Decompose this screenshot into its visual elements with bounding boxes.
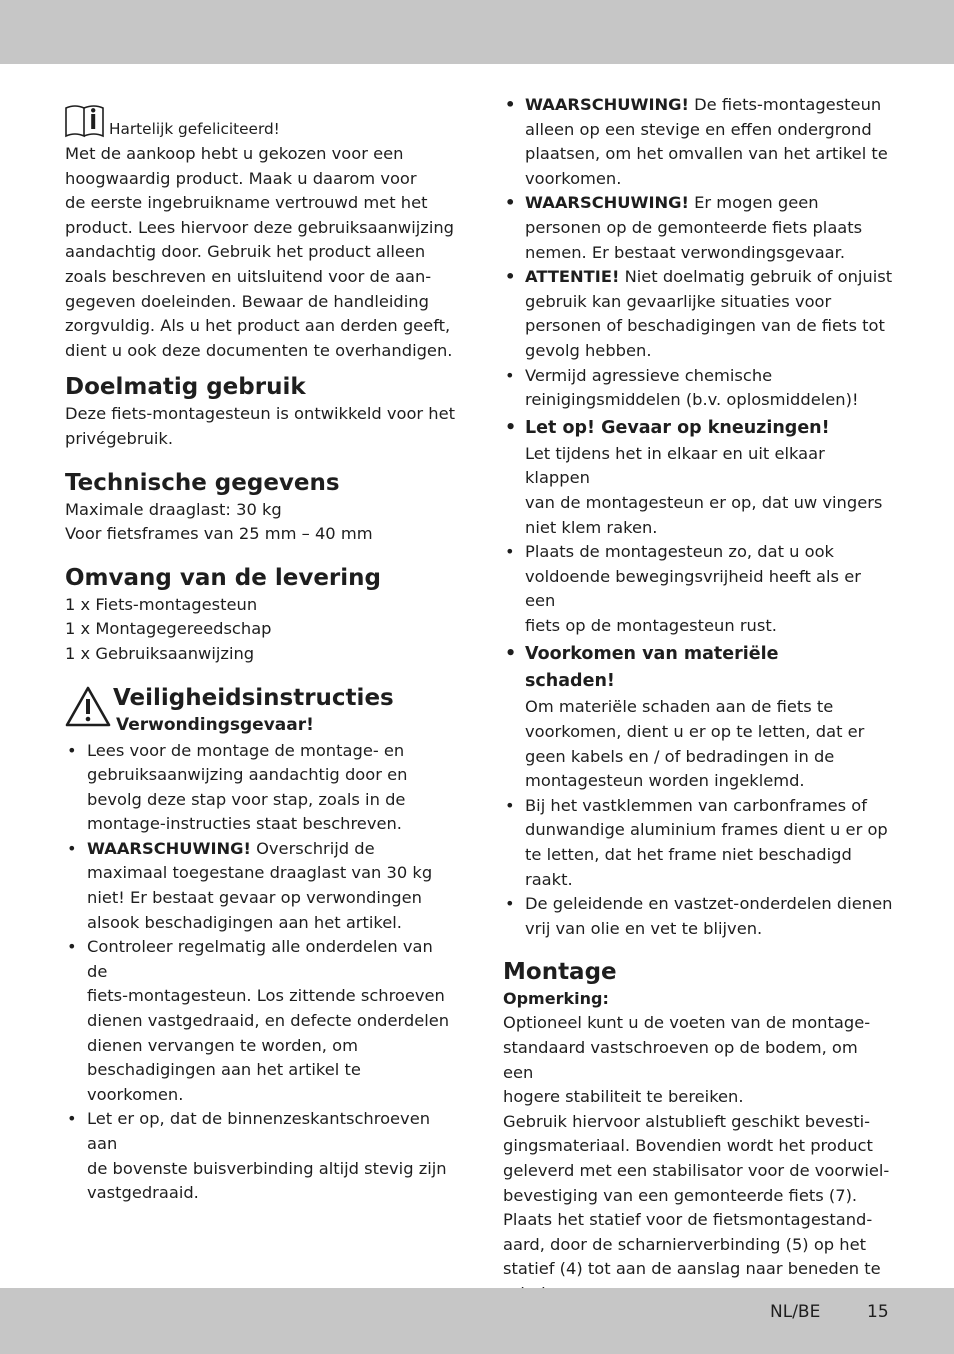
assembly-line: standaard vastschroeven op de bodem, om een <box>503 1038 858 1082</box>
delivery-item: 1 x Fiets-montagesteun <box>65 594 258 614</box>
bullet-line: Vermijd agressieve chemische <box>525 365 773 385</box>
assembly-heading: Montage <box>503 959 617 986</box>
bullet-line: beschadigingen aan het artikel te voorkomen. <box>87 1060 361 1104</box>
bullet-line: gebruik kan gevaarlijke situaties voor <box>525 291 832 311</box>
bullet-line: nemen. Er bestaat verwondingsgevaar. <box>525 242 846 262</box>
assembly-line: aard, door de scharnierverbinding (5) op het <box>503 1234 867 1254</box>
bullet-line: alleen op een stevige en effen ondergrond <box>525 119 872 139</box>
list-item <box>65 837 457 935</box>
attention-keyword: ATTENTIE! <box>525 267 620 287</box>
intro-line: aandachtig door. Gebruik het product alleen <box>65 242 426 262</box>
bullet-line: voorkomen. <box>525 168 622 188</box>
list-item <box>503 265 893 363</box>
technical-line: Maximale draaglast: 30 kg <box>65 499 282 519</box>
bullet-line: fiets-montagesteun. Los zittende schroeven <box>87 986 445 1006</box>
bullet-line: voorkomen, dient u er op te letten, dat er <box>525 722 865 742</box>
bullet-line: maximaal toegestane draaglast van 30 kg <box>87 863 433 883</box>
bullet-dot: • <box>67 1109 77 1129</box>
bullet-line <box>525 191 893 216</box>
bullet-dot: • <box>505 365 515 385</box>
bullet-line: geen kabels en / of bedradingen in de <box>525 746 835 766</box>
intro-line: dient u ook deze documenten te overhandigen. <box>65 340 453 360</box>
bullet-line <box>525 265 893 290</box>
bullet-text: Overschrijd de <box>250 838 375 858</box>
bullet-text: Niet doelmatig gebruik of onjuist <box>619 267 893 287</box>
assembly-text <box>503 1011 893 1306</box>
intro-line: zorgvuldig. Als u het product aan derden geeft, <box>65 316 451 336</box>
bullet-line: Let tijdens het in elkaar en uit elkaar klappen <box>525 443 825 488</box>
list-item <box>65 1107 457 1205</box>
technical-heading: Technische gegevens <box>65 469 340 496</box>
warning-keyword: WAARSCHUWING! <box>87 838 251 858</box>
bullet-dot: • <box>505 417 517 438</box>
list-item <box>503 93 893 191</box>
bullet-line: niet klem raken. <box>525 517 658 537</box>
list-item <box>503 641 893 793</box>
bullet-line: montage-instructies staat beschreven. <box>87 814 402 834</box>
bullet-dot: • <box>505 644 517 665</box>
bullet-line: dunwandige aluminium frames dient u er op <box>525 820 888 840</box>
warning-triangle-icon <box>65 683 113 731</box>
bullet-line: dienen vervangen te worden, om <box>87 1035 358 1055</box>
page-number: 15 <box>867 1302 889 1322</box>
assembly-line: Gebruik hiervoor alstublieft geschikt bevesti- <box>503 1111 871 1131</box>
bullet-line: te letten, dat het frame niet beschadigd raakt. <box>525 845 852 889</box>
bullet-line: personen of beschadigingen van de fiets tot <box>525 316 885 336</box>
bullet-line: De geleidende en vastzet-onderdelen dienen <box>525 894 893 914</box>
bullet-dot: • <box>505 95 516 114</box>
intended-use-line: Deze fiets-montagesteun is ontwikkeld voor het <box>65 404 456 424</box>
intro-greeting-line <box>65 104 457 142</box>
bullet-line: van de montagesteun er op, dat uw vingers <box>525 492 883 512</box>
bullet-dot: • <box>505 542 515 562</box>
intro-line: de eerste ingebruikname vertrouwd met het <box>65 193 428 213</box>
list-item <box>503 191 893 265</box>
left-column <box>65 104 457 1206</box>
list-item <box>503 892 893 941</box>
safety-header <box>65 683 457 737</box>
assembly-line: bevestiging van een gemonteerde fiets (7). <box>503 1185 858 1205</box>
intro-greeting: Hartelijk gefeliciteerd! <box>109 120 280 139</box>
bullet-text: Er mogen geen <box>688 193 819 213</box>
bullet-line: vastgedraaid. <box>87 1183 199 1203</box>
bullet-line: niet! Er bestaat gevaar op verwondingen <box>87 888 422 908</box>
list-item <box>65 935 457 1107</box>
bullet-line: Let er op, dat de binnenzeskantschroeven aan <box>87 1109 431 1153</box>
bullet-dot: • <box>67 937 77 957</box>
bullet-dot: • <box>67 838 77 858</box>
bullet-line: personen op de gemonteerde fiets plaats <box>525 217 863 237</box>
info-book-icon <box>65 104 109 142</box>
safety-bullet-list <box>65 739 457 1206</box>
bullet-line: voldoende bewegingsvrijheid heeft als er een <box>525 566 861 611</box>
bullet-line: plaatsen, om het omvallen van het artikel te <box>525 144 888 164</box>
bullet-line: Plaats de montagesteun zo, dat u ook <box>525 542 834 562</box>
bullet-line: gebruiksaanwijzing aandachtig door en <box>87 765 408 785</box>
assembly-line: geleverd met een stabilisator voor de voorwiel- <box>503 1160 890 1180</box>
bullet-line: Lees voor de montage de montage- en <box>87 740 405 760</box>
bullet-line <box>525 93 893 118</box>
technical-line: Voor fietsframes van 25 mm – 40 mm <box>65 524 373 544</box>
bullet-dot: • <box>505 795 515 815</box>
delivery-heading: Omvang van de levering <box>65 564 381 591</box>
list-item <box>503 364 893 413</box>
bullet-line: vrij van olie en vet te blijven. <box>525 918 763 938</box>
warning-keyword: WAARSCHUWING! <box>525 95 689 114</box>
bullet-dot: • <box>505 267 516 287</box>
delivery-item: 1 x Gebruiksaanwijzing <box>65 643 255 663</box>
footer-region-code: NL/BE <box>770 1302 821 1322</box>
note-label: Opmerking: <box>503 989 609 1009</box>
list-item <box>503 540 893 638</box>
list-item <box>65 739 457 837</box>
assembly-line: hogere stabiliteit te bereiken. <box>503 1087 744 1107</box>
delivery-list <box>65 593 457 667</box>
list-item <box>503 415 893 540</box>
intro-line: Met de aankoop hebt u gekozen voor een <box>65 144 404 163</box>
bullet-line: dienen vastgedraaid, en defecte onderdelen <box>87 1011 450 1031</box>
assembly-line: gingsmateriaal. Bovendien wordt het product <box>503 1136 873 1156</box>
bullet-line: fiets op de montagesteun rust. <box>525 615 777 635</box>
right-column <box>503 93 893 1307</box>
bullet-line: alsook beschadigingen aan het artikel. <box>87 912 402 932</box>
header-bar <box>0 0 954 64</box>
safety-titles <box>113 683 394 737</box>
warning-keyword: WAARSCHUWING! <box>525 193 689 213</box>
intro-line: gegeven doeleinden. Bewaar de handleiding <box>65 291 429 311</box>
pinch-warning-title: Let op! Gevaar op kneuzingen! <box>525 417 830 438</box>
intro-line: product. Lees hiervoor deze gebruiksaanwijzing <box>65 217 455 237</box>
bullet-dot: • <box>505 193 516 213</box>
bullet-line: de bovenste buisverbinding altijd stevig zijn <box>87 1158 447 1178</box>
bullet-dot: • <box>505 894 515 914</box>
intro-line: hoogwaardig product. Maak u daarom voor <box>65 168 417 188</box>
intro-paragraph <box>65 142 457 363</box>
assembly-line: Optioneel kunt u de voeten van de montage- <box>503 1013 871 1033</box>
intended-use-line: privégebruik. <box>65 428 174 448</box>
safety-heading: Veiligheidsinstructies <box>113 684 394 711</box>
bullet-line: Controleer regelmatig alle onderdelen van de <box>87 937 433 981</box>
bullet-line: Bij het vastklemmen van carbonframes of <box>525 795 867 815</box>
bullet-line <box>87 837 457 862</box>
injury-danger-subheading: Verwondingsgevaar! <box>116 714 314 735</box>
technical-text <box>65 498 457 547</box>
bullet-line: montagesteun worden ingeklemd. <box>525 771 805 791</box>
list-item <box>503 794 893 892</box>
intended-use-text <box>65 402 457 451</box>
material-damage-title: Voorkomen van materiële <box>525 644 779 665</box>
warning-bullet-list <box>503 93 893 941</box>
delivery-item: 1 x Montagegereedschap <box>65 619 272 639</box>
bullet-line: Om materiële schaden aan de fiets te <box>525 697 834 717</box>
bullet-line: gevolg hebben. <box>525 340 652 360</box>
bullet-line: reinigingsmiddelen (b.v. oplosmiddelen)! <box>525 390 859 410</box>
bullet-dot: • <box>67 740 77 760</box>
bullet-line: bevolg deze stap voor stap, zoals in de <box>87 789 406 809</box>
assembly-line: statief (4) tot aan de aanslag naar beneden te <box>503 1259 881 1279</box>
material-damage-title: schaden! <box>525 671 615 692</box>
intended-use-heading: Doelmatig gebruik <box>65 374 306 401</box>
assembly-line: Plaats het statief voor de fietsmontagestand- <box>503 1210 873 1230</box>
bullet-text: De fiets-montagesteun <box>688 95 882 114</box>
intro-line: zoals beschreven en uitsluitend voor de aan- <box>65 266 432 286</box>
